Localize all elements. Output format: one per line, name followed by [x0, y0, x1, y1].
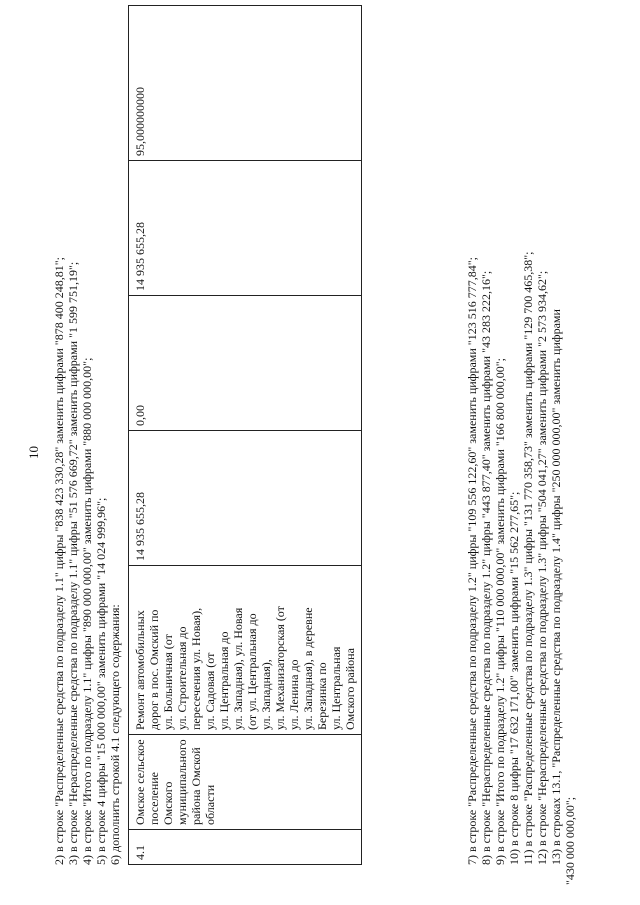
- cell-line: Ремонт автомобильных: [133, 610, 147, 730]
- row-number-cell: 4.1: [129, 830, 362, 865]
- cell-line: ул. Садовая (от: [203, 652, 217, 730]
- paragraph-line: 12) в строке "Нераспределенные средства по подразделу 1.3" цифры "504 041,27" заменить цифрами "2 573 934,62";: [535, 270, 549, 865]
- paragraph-line: 7) в строке "Распределенные средства по подразделу 1.2" цифры "109 556 122,60" заменить цифрами "123 516 777,84";: [465, 257, 479, 865]
- paragraph-line: 9) в строке "Итого по подразделу 1.2" цифры "110 000 000,00" заменить цифрами "166 800 000,00";: [493, 358, 507, 865]
- cell-line: пересечения ул. Новая),: [189, 607, 203, 730]
- insert-table: [128, 5, 362, 865]
- cell-line: дорог в пос. Омский по: [147, 609, 161, 730]
- cell-line: ул. Центральная: [329, 646, 343, 730]
- amount-cell: 14 935 655,28: [129, 431, 362, 566]
- cell-line: муниципального: [175, 739, 189, 825]
- cell-line: ул. Западная), ул. Новая: [231, 607, 245, 730]
- page-number: 10: [26, 446, 41, 459]
- percent-cell: 95,000000000: [129, 6, 362, 161]
- cell-line: ул. Ленина до: [287, 659, 301, 730]
- paragraph-line: "430 000 000,00";: [563, 796, 577, 885]
- cell-line: ул. Западная),: [259, 659, 273, 730]
- table-row: [129, 6, 362, 865]
- amount-cell: 14 935 655,28: [129, 161, 362, 296]
- paragraph-line: 8) в строке "Нераспределенные средства по подразделу 1.2" цифры "443 877,40" заменить цифрами "43 283 222,16";: [479, 270, 493, 865]
- cell-line: поселение: [147, 771, 161, 825]
- paragraph-line: 4) в строке "Итого по подразделу 1.1" цифры "890 000 000,00" заменить цифрами "880 000 000,00";: [80, 357, 94, 865]
- cell-line: области: [203, 784, 217, 825]
- object-cell: [129, 566, 362, 735]
- paragraph-line: 3) в строке "Нераспределенные средства по подразделу 1.1" цифры "51 576 669,72" заменить цифрами "1 599 751,19";: [66, 261, 80, 865]
- cell-line: Омского: [161, 781, 175, 825]
- cell-line: района Омской: [189, 747, 203, 825]
- paragraph-bottom: [465, 251, 577, 885]
- cell-line: ул. Строительная до: [175, 626, 189, 730]
- cell-line: Березинка по: [315, 662, 329, 730]
- paragraph-line: 10) в строке 8 цифры "17 632 171,00" заменить цифрами "15 562 277,65";: [507, 491, 521, 865]
- paragraph-line: 11) в строке "Распределенные средства по подразделу 1.3" цифры "131 770 358,73" заменить цифрами "129 700 465,38";: [521, 251, 535, 865]
- paragraph-line: 5) в строке 4 цифры "15 000 000,00" заменить цифрами "14 024 999,96";: [94, 497, 108, 865]
- amount-cell: 0,00: [129, 296, 362, 431]
- municipality-cell: [129, 735, 362, 830]
- cell-line: (от ул. Центральная до: [245, 613, 259, 730]
- paragraph-line: 2) в строке "Распределенные средства по подразделу 1.1" цифры "838 423 330,28" заменить цифрами "878 400 248,81";: [52, 257, 66, 865]
- cell-line: Омского района: [343, 648, 357, 730]
- cell-line: ул. Центральная до: [217, 631, 231, 730]
- cell-line: ул. Механизаторская (от: [273, 606, 287, 730]
- paragraph-top: [52, 257, 122, 865]
- cell-line: ул. Западная), в деревне: [301, 607, 315, 730]
- paragraph-line: 13) в строках 13.1, "Распределенные средства по подразделу 1.4" цифры "250 000 000,00" заменить цифрами: [549, 309, 563, 865]
- paragraph-line: 6) дополнить строкой 4.1 следующего содержания:: [108, 604, 122, 865]
- cell-line: Омское сельское: [133, 739, 147, 825]
- cell-line: ул. Больничная (от: [161, 634, 175, 730]
